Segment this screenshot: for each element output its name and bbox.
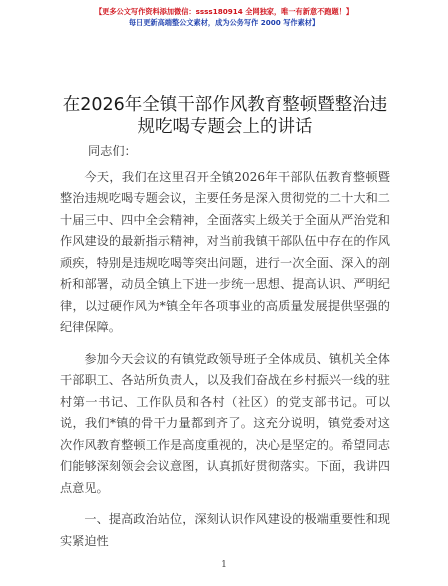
page-number: 1: [221, 560, 227, 570]
document-body: [60, 141, 390, 562]
greeting: 同志们：: [88, 144, 137, 158]
banner-line-1: 【更多公文写作资料添加微信：ssss180914 全网独家，唯一有新意不跑题！】: [94, 7, 354, 16]
section-heading-1: 一、提高政治站位，深刻认识作风建设的极端重要性和现实紧迫性: [60, 512, 390, 548]
header-banner: [0, 6, 448, 28]
paragraph-2: 参加今天会议的有镇党政领导班子全体成员、镇机关全体干部职工、各站所负责人，以及我们奋战在乡村振兴一线的驻村第一书记、工作队员和各村（社区）的党支部书记。可以说，我们*镇的骨干力量都到齐了。这充分说明，镇党委对这次作风教育整顿工作是高度重视的，决心是坚定的。希望同志们能够深刻领会会议意图，认真抓好贯彻落实。下面，我讲四点意见。: [60, 351, 390, 495]
paragraph-1: 今天，我们在这里召开全镇2026年干部队伍教育整顿暨整治违规吃喝专题会议，主要任务是深入贯彻党的二十大和二十届三中、四中全会精神，全面落实上级关于全面从严治党和作风建设的最新指示精神，对当前我镇干部队伍中存在的作风顽疾，特别是违规吃喝等突出问题，进行一次全面、深入的剖析和部署，动员全镇上下进一步统一思想、提高认识、严明纪律，以过硬作风为*镇全年各项事业的高质量发展提供坚强的纪律保障。: [60, 169, 390, 334]
document-title: 在2026年全镇干部作风教育整顿暨整治违规吃喝专题会上的讲话: [62, 95, 388, 137]
banner-line-2: 每日更新高端整公文素材，成为公务写作 2000 写作素材】: [128, 18, 320, 27]
